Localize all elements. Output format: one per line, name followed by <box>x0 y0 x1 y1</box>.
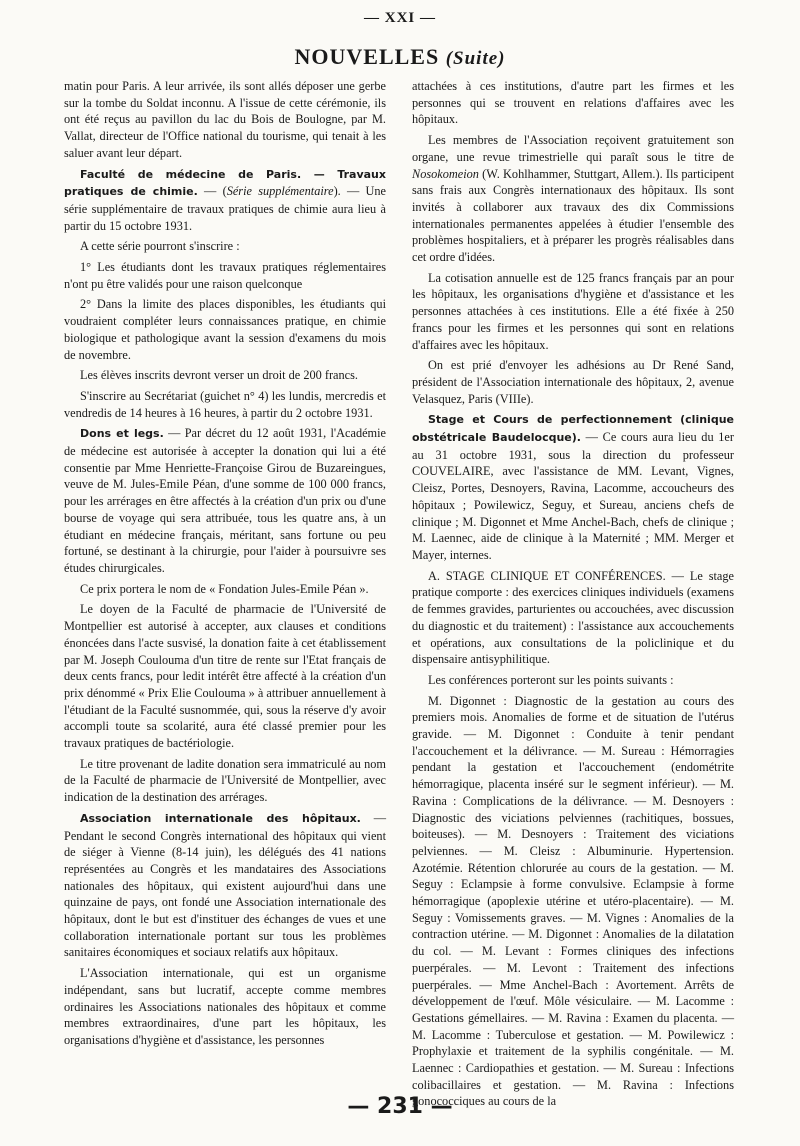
paragraph: Les membres de l'Association reçoivent gratuitement son organe, une revue trimestrielle qui paraît sous le titre de Nosokomeion (W. Kohlhammer, Stuttgart, Allem.). Ils participent sans frais aux Congrès internationaux des hôpitaux. Ils sont invités à collaborer aux travaux des dix Commissions internationales permanentes appelées à étudier l'ensemble des problèmes hospitaliers, et à préparer les progrès réalisables dans cet ordre d'idées. <box>412 133 734 265</box>
paragraph: matin pour Paris. A leur arrivée, ils sont allés déposer une gerbe sur la tombe du Soldat inconnu. A l'issue de cette cérémonie, ils ont été reçus au pavillon du lac du Bois de Boulogne, par M. Vallat, directeur de l'Office national du tourisme, qui tenait à les saluer avant leur départ. <box>64 79 386 160</box>
left-column <box>64 78 386 1088</box>
paragraph: Le titre provenant de ladite donation sera immatriculé au nom de la Faculté de pharmacie de l'Université de Montpellier, avec indication de la destination des arrérages. <box>64 756 386 805</box>
paragraph: M. Digonnet : Diagnostic de la gestation au cours des premiers mois. Anomalies de forme et de situation de l'utérus gravide. — M. Digonnet : Conduite à tenir pendant l'accouchement et la délivrance. — M. Sureau : Hémorragies pendant la gestation et l'accouchement (endométrite hémorragique, placenta inséré sur le segment inférieur). — M. Ravina : Complications de la délivrance. — M. Desnoyers : Diagnostic des viciations pelviennes (rachitiques, bossues, boiteuses). — M. Desnoyers : Traitement des viciations pelviennes. — M. Cleisz : Albuminurie. Hypertension. Azotémie. Rétention chlorurée au cours de la gestation. — M. Seguy : Eclampsie à forme convulsive. Eclampsie à forme hémorragique (apoplexie utérine et utéro-placentaire). — M. Seguy : Vomissements graves. — M. Vignes : Anomalies de la contraction utérine. — M. Digonnet : Anomalies de la dilatation du col. — M. Levant : Formes cliniques des infections puerpérales. — M. Levont : Traitement des infections puerpérales. — Mme Anchel-Bach : Avortement. Arrêts de développement de l'œuf. Môle vésiculaire. — M. Lacomme : Gestations gémellaires. — M. Ravina : Examen du placenta. — M. Lacomme : Tuberculose et gestation. — M. Powilewicz : Prophylaxie et traitement de la syphilis congénitale. — M. Laennec : Cardiopathies et gestation. — M. Sureau : Infections colibacillaires et gestation. — M. Ravina : Infections gonococciques au cours de la <box>412 693 734 1109</box>
roman-page-number: — XXI — <box>363 10 436 26</box>
paragraph: L'Association internationale, qui est un organisme indépendant, sans but lucratif, accepte comme membres ordinaires les Associations nationales des hôpitaux et comme membres extraordinaires, d'une part les hôpitaux, les organisations d'hygiène et d'assistance, les personnes <box>64 966 386 1047</box>
section-heading: Dons et legs. <box>80 427 164 441</box>
right-column <box>412 78 734 1109</box>
paragraph: On est prié d'envoyer les adhésions au Dr René Sand, président de l'Association internationale des hôpitaux, 2, avenue Velasquez, Paris (VIIIe). <box>412 358 734 406</box>
paragraph: A. STAGE CLINIQUE ET CONFÉRENCES. — Le stage pratique comporte : des exercices cliniques individuels (examens de femmes gravides, parturientes ou accouchées, avec discussion du diagnostic et du traitement) : l'assistance aux accouchements et opérations, aux consultations de la policlinique et du dispensaire antisyphilitique. <box>412 568 734 667</box>
section-heading: Stage et Cours de perfectionnement (clinique obstétricale Baudelocque). <box>412 413 734 445</box>
paragraph: 1° Les étudiants dont les travaux pratiques réglementaires n'ont pu être validés pour une raison quelconque <box>64 260 386 291</box>
paragraph: Le doyen de la Faculté de pharmacie de l'Université de Montpellier est autorisé à accepter, aux clauses et conditions énoncées dans l'acte susvisé, la donation faite à cet établissement par M. Joseph Coulouma d'un titre de rente sur l'Etat français de deux cents francs, pour ledit intérêt être affecté à la création d'un prix dénommé « Prix Elie Coulouma » à attribuer annuellement à l'étudiant de la Faculté susnommée, qui, sous la réserve d'y avoir accompli toute sa scolarité, aura été classé premier pour les travaux pratiques de bactériologie. <box>64 602 386 751</box>
paragraph: 2° Dans la limite des places disponibles, les étudiants qui voudraient compléter leurs connaissances pratique, en chimie biologique et pathologique avant la session d'examens du mois de novembre. <box>64 297 386 362</box>
paragraph: Association internationale des hôpitaux. — Pendant le second Congrès international des hôpitaux qui vient de siéger à Vienne (8-14 juin), les délégués des 41 nations représentées au Congrès et les mandataires des Associations nationales des hôpitaux, qui existent aujourd'hui dans une quinzaine de pays, ont fondé une Association internationale des hôpitaux, dont le but est d'instituer des échanges de vues et une collaboration internationale portant sur tous les problèmes sanitaires économiques et sociaux relatifs aux hôpitaux. <box>64 810 386 960</box>
title-suite: (Suite) <box>445 48 506 69</box>
paragraph: Les élèves inscrits devront verser un droit de 200 francs. <box>80 368 358 383</box>
section-heading: Faculté de médecine de Paris. — Travaux pratiques de chimie. <box>64 167 386 199</box>
paragraph: Les conférences porteront sur les points suivants : <box>428 672 674 687</box>
paragraph: La cotisation annuelle est de 125 francs français par an pour les hôpitaux, les organisations d'hygiène et d'assistance et les personnes attachées à ces institutions. Elle a été fixée à 250 francs pour les firmes et les personnes qui sont en relations d'affaires avec les hôpitaux. <box>412 270 734 352</box>
paragraph: S'inscrire au Secrétariat (guichet n° 4) les lundis, mercredis et vendredis de 14 heures à 16 heures, à partir du 2 octobre 1931. <box>64 388 386 420</box>
page-number: — 231 — <box>347 1094 453 1119</box>
section-heading: Association internationale des hôpitaux. <box>80 811 361 825</box>
paragraph: Dons et legs. — Par décret du 12 août 1931, l'Académie de médecine est autorisée à accepter la donation qui lui a été consentie par Mme Henriette-Françoise Girou de Buzareingues, veuve de M. Jules-Emile Péan, d'une somme de 100 000 francs, pour les arrérages en être affectés à la création d'un prix ou d'une bourse de voyage qui sera attribuée, tous les quatre ans, à un étudiant en médecine français, méritant, sans fortune ou peu fortuné, se destinant à la chirurgie, pour l'aider à poursuivre ses études chirurgicales. <box>64 426 386 575</box>
section-heading: A. STAGE CLINIQUE ET CONFÉRENCES. <box>428 568 666 583</box>
title-text: NOUVELLES <box>294 44 440 69</box>
paragraph: Faculté de médecine de Paris. — Travaux pratiques de chimie. — (Série supplémentaire). — Une série supplémentaire de travaux pratiques de chimie aura lieu à partir du 15 octobre 1931. <box>64 167 387 233</box>
paragraph: A cette série pourront s'inscrire : <box>80 239 240 254</box>
page-title <box>0 44 800 70</box>
paragraph: Ce prix portera le nom de « Fondation Jules-Emile Péan ». <box>80 581 369 596</box>
paragraph: attachées à ces institutions, d'autre part les firmes et les personnes qui se trouvent en relations d'affaires avec les hôpitaux. <box>412 79 734 127</box>
paragraph: Stage et Cours de perfectionnement (clinique obstétricale Baudelocque). — Ce cours aura lieu du 1er au 31 octobre 1931, sous la direction du professeur COUVELAIRE, avec l'assistance de MM. Levant, Vignes, Cleisz, Portes, Desnoyers, Ravina, Lacomme, accoucheurs des hôpitaux ; Powilewicz, Seguy, et Sureau, anciens chefs de clinique ; M. Digonnet et Mme Anchel-Bach, chefs de clinique ; M. Laennec, aide de clinique à la Maternité ; MM. Merger et Mayer, internes. <box>412 413 734 562</box>
